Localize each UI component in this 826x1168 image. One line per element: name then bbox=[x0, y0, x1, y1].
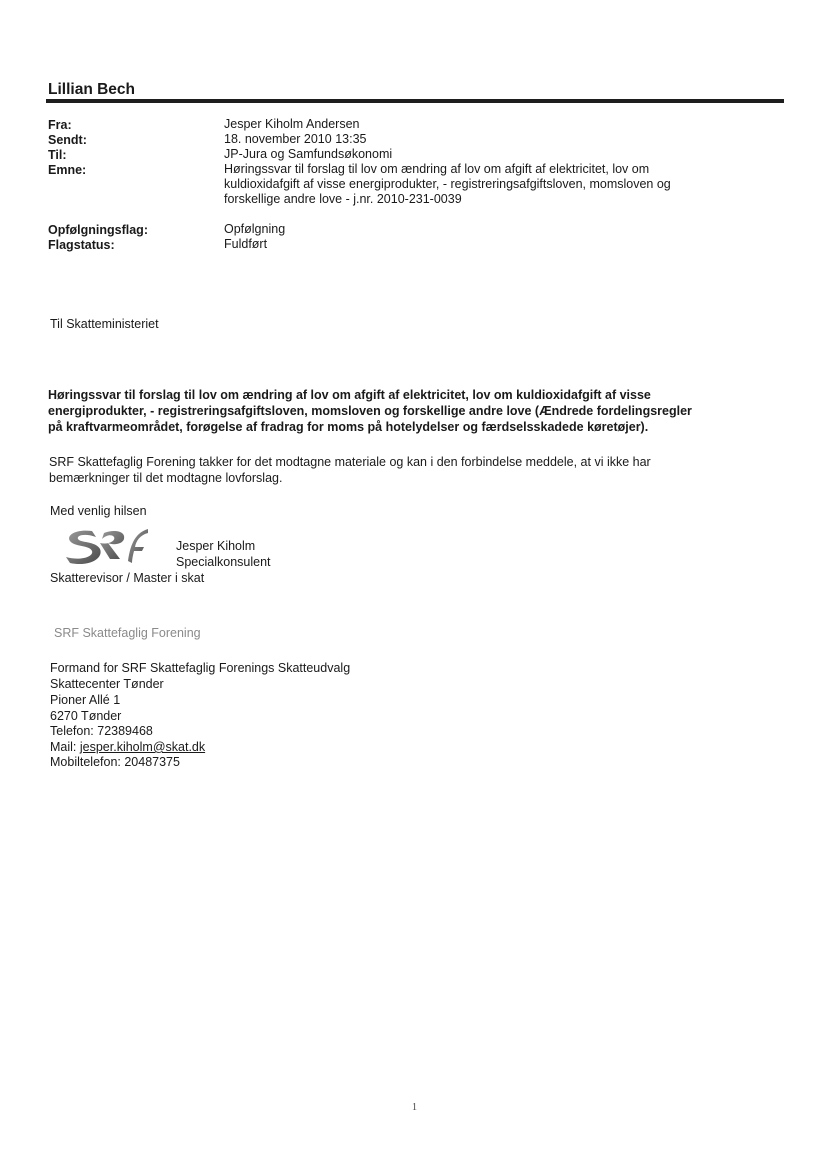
office-name: Skattecenter Tønder bbox=[50, 677, 164, 691]
followup-flag-label: Opfølgningsflag: bbox=[48, 223, 148, 237]
followup-flag-value: Opfølgning bbox=[224, 222, 286, 236]
signature-name: Jesper Kiholm bbox=[176, 539, 256, 553]
organization-name: SRF Skattefaglig Forening bbox=[54, 626, 201, 640]
city-address: 6270 Tønder bbox=[50, 709, 122, 723]
body-subject bbox=[48, 387, 788, 435]
subject-value-line1: Høringssvar til forslag til lov om ændring af lov om afgift af elektricitet, lov om bbox=[224, 162, 650, 176]
phone-line: Telefon: 72389468 bbox=[50, 724, 153, 738]
subject-value-line3: forskellige andre love - j.nr. 2010-231-0039 bbox=[224, 192, 462, 206]
mobile-line: Mobiltelefon: 20487375 bbox=[50, 755, 180, 769]
to-value: JP-Jura og Samfundsøkonomi bbox=[224, 147, 393, 161]
from-value: Jesper Kiholm Andersen bbox=[224, 117, 360, 131]
flag-status-value: Fuldført bbox=[224, 237, 268, 251]
sent-label: Sendt: bbox=[48, 133, 87, 147]
salutation: Til Skatteministeriet bbox=[50, 317, 159, 331]
sent-value: 18. november 2010 13:35 bbox=[224, 132, 367, 146]
closing: Med venlig hilsen bbox=[50, 504, 147, 518]
page-number: 1 bbox=[412, 1102, 417, 1113]
body-subject-line3: på kraftvarmeområdet, forøgelse af fradrag for moms på hotelydelser og færdselsskadede køretøjer). bbox=[48, 420, 649, 434]
subject-value-line2: kuldioxidafgift af visse energiprodukter, - registreringsafgiftsloven, momsloven og bbox=[224, 177, 671, 191]
mail-link[interactable]: jesper.kiholm@skat.dk bbox=[79, 740, 206, 754]
body-paragraph bbox=[49, 454, 769, 486]
body-subject-line2: energiprodukter, - registreringsafgiftsloven, momsloven og forskellige andre love (Ændrede fordelingsregler bbox=[48, 404, 692, 418]
chair-line: Formand for SRF Skattefaglig Forenings Skatteudvalg bbox=[50, 661, 351, 675]
signature-role: Skatterevisor / Master i skat bbox=[50, 571, 205, 585]
srf-logo bbox=[62, 523, 152, 567]
mail-label: Mail: bbox=[50, 740, 80, 754]
subject-label: Emne: bbox=[48, 163, 87, 177]
flag-status-label: Flagstatus: bbox=[48, 238, 115, 252]
mail-line bbox=[50, 740, 450, 755]
body-paragraph-line1: SRF Skattefaglig Forening takker for det modtagne materiale og kan i den forbindelse meddele, at vi ikke har bbox=[49, 455, 651, 469]
sender-name: Lillian Bech bbox=[48, 81, 135, 98]
street-address: Pioner Allé 1 bbox=[50, 693, 121, 707]
to-label: Til: bbox=[48, 148, 67, 162]
signature-title: Specialkonsulent bbox=[176, 555, 271, 569]
body-paragraph-line2: bemærkninger til det modtagne lovforslag. bbox=[49, 471, 283, 485]
body-subject-line1: Høringssvar til forslag til lov om ændring af lov om afgift af elektricitet, lov om kuldioxidafgift af visse bbox=[48, 388, 651, 402]
header-divider bbox=[46, 99, 784, 103]
from-label: Fra: bbox=[48, 118, 72, 132]
